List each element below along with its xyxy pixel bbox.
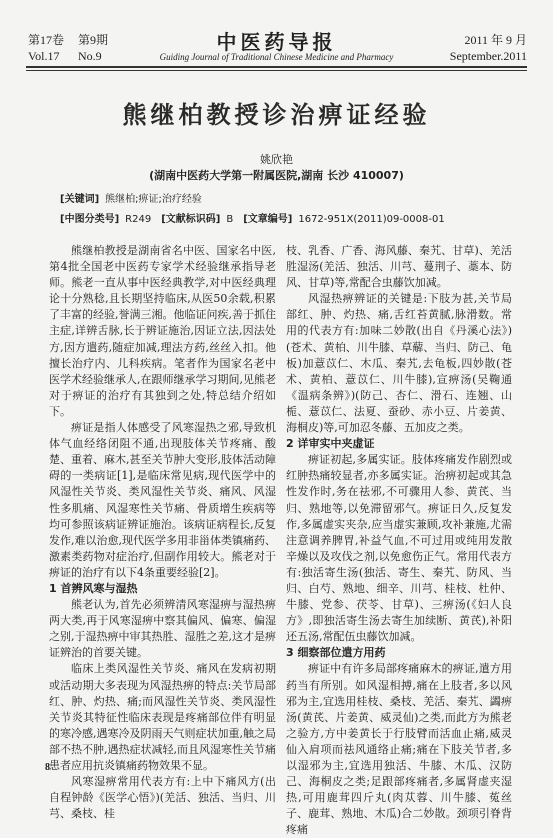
clc-label: [中图分类号] (60, 214, 120, 225)
section-heading: 3 细察部位遣方用药 (286, 646, 386, 660)
article-affiliation: (湖南中医药大学第一附属医院,湖南 长沙 410007) (149, 169, 404, 182)
body-paragraph: 枝、乳香、广香、海风藤、秦艽、甘草)、羌活胜湿汤(羌活、独活、川芎、蔓荆子、藁本、防风、甘草)等,常配合虫藤饮加减。 (286, 244, 512, 290)
header-date (450, 32, 527, 64)
page-number: 8 (45, 762, 50, 773)
clc-value: R249 (125, 214, 152, 225)
article-author: 姚欣艳 (260, 153, 293, 166)
no-cn: 第9期 (78, 33, 109, 47)
no-en: No.9 (78, 49, 102, 63)
body-paragraph: 痹证是指人体感受了风寒湿热之邪,导致机体气血经络闭阻不通,出现肢体关节疼痛、酸楚、重着、麻木,甚至关节肿大变形,肢体活动障碍的一类病证[1],是临床常见病,现代医学中的风湿性关节炎、类风湿性关节炎、痛风、风湿性多肌痛、风湿寒性关节痛、骨质增生疾病等均可参照该病证辨证施治。该病证病程长,反复发作,难以治愈,现代医学多用非甾体类镇痛药、激素类药物对症治疗,但副作用较大。熊老对于痹证的治疗有以下4条重要经验[2]。 (49, 421, 276, 579)
header-rule-thick (26, 66, 527, 68)
header-rule-thin (26, 70, 527, 71)
journal-title-en: Guiding Journal of Traditional Chinese Medicine and Pharmacy (159, 52, 394, 62)
journal-title-cn: 中医药导报 (216, 30, 337, 54)
vol-en: Vol.17 (28, 49, 60, 63)
body-paragraph: 痹证中有许多局部疼痛麻木的痹证,遣方用药当有所别。如风湿相搏,痛在上肢者,多以风邪为主,宜选用桂枝、桑枝、羌活、秦艽、蠲痹汤(黄芪、片姜黄、威灵仙)之类,而此方为熊老之验方,方中姜黄长于行肢臂而活血止痛,威灵仙入肩项而祛风通络止痛;痛在下肢关节者,多以湿邪为主,宜选用独活、牛膝、木瓜、汉防己、海桐皮之类;足跟部疼痛者,多属肾虚夹湿热,可用鹿茸四斤丸(肉苁蓉、川牛膝、菟丝子、鹿茸、熟地、木瓜)合二妙散。颈项引脊背疼痛 (286, 662, 512, 837)
keywords-line (60, 193, 500, 207)
date-cn: 2011 年 9 月 (464, 33, 527, 47)
article-id-label: [文章编号] (243, 214, 293, 225)
body-paragraph: 临床上类风湿性关节炎、痛风在发病初期或活动期大多表现为风湿热痹的特点:关节局部红、肿、灼热、痛;而风湿性关节炎、类风湿性关节炎其特征性临床表现是疼痛部位伴有明显的寒冷感,遇寒冷及阴雨天气则症状加重,触之局部不热不肿,遇热症状减轻,而且风湿寒性关节痛患者应用抗炎镇痛药物效果不显。 (49, 662, 276, 772)
body-paragraph: 熊老认为,首先必须辨清风寒湿痹与湿热痹两大类,再于风寒湿痹中察其偏风、偏寒、偏湿之别,于湿热痹中审其热胜、湿胜之差,这才是痹证辨治的首要关键。 (49, 598, 276, 660)
body-paragraph: 熊继柏教授是湖南省名中医、国家名中医,第4批全国老中医药专家学术经验继承指导老师。熊老一直从事中医经典教学,对中医经典理论十分熟稔,且长期坚持临床,从医50余载,积累了丰富的经验,誉满三湘。他临证问疾,善于抓住主症,详辨舌脉,长于辨证施治,因证立法,因法处方,因方遣药,随症加减,理法方药,丝丝入扣。他擅长治疗内、儿科疾病。笔者作为国家名老中医学术经验继承人,在跟师继承学习期间,见熊老对于痹证的治疗有其独到之处,特总结介绍如下。 (49, 244, 276, 418)
keywords: 熊继柏;痹证;治疗经验 (105, 194, 202, 205)
body-paragraph: 风寒湿痹常用代表方有:上中下痛风方(出自程钟龄《医学心悟》)(羌活、独活、当归、川芎、桑枝、桂 (49, 775, 276, 821)
article-title: 熊继柏教授诊治痹证经验 (122, 101, 431, 129)
section-heading: 1 首辨风寒与湿热 (49, 581, 138, 595)
article-id-value: 1672-951X(2011)09-0008-01 (298, 214, 445, 225)
body-paragraph: 痹证初起,多属实证。肢体疼痛发作剧烈或红肿热痛较显者,亦多属实证。治痹初起或其急性发作时,务在祛邪,不可骤用人参、黄芪、当归、熟地等,以免滞留邪气。痹证日久,反复发作,多属虚实夹杂,应当虚实兼顾,攻补兼施,尤需注意调养脾胃,补益气血,不可过用或纯用发散辛燥以及攻伐之剂,以免愈伤正气。常用代表方有:独活寄生汤(独活、寄生、秦艽、防风、当归、白芍、熟地、细辛、川芎、桂枝、杜仲、牛膝、党参、茯苓、甘草)、三痹汤(《妇人良方》,即独活寄生汤去寄生加续断、黄芪),补阳还五汤,常配伍虫藤饮加减。 (286, 453, 512, 644)
body-column-right (286, 243, 512, 838)
doc-code-label: [文献标识码] (161, 214, 221, 225)
date-en: September.2011 (449, 49, 527, 63)
doc-code-value: B (226, 214, 234, 225)
body-column-left (49, 243, 276, 822)
classification-line (60, 210, 445, 225)
issue-cn: 第17卷 (28, 33, 65, 47)
body-paragraph: 风湿热痹辨证的关键是:下肢为甚,关节局部红、肿、灼热、痛,舌红苔黄腻,脉滑数。常用的代表方有:加味二妙散(出自《丹溪心法》)(苍术、黄柏、川牛膝、草薢、当归、防己、龟板)加薏苡仁、木瓜、秦艽,去龟板,四妙散(苍术、黄柏、薏苡仁、川牛膝),宣痹汤(吴鞠通《温病条辨》)(防己、杏仁、滑石、连翘、山栀、薏苡仁、法夏、蚕砂、赤小豆、片姜黄、海桐皮)等,可加忍冬藤、五加皮之类。 (286, 292, 512, 435)
section-heading: 2 详审实中夹虚证 (286, 437, 375, 451)
keywords-label: [关键词] (60, 194, 100, 205)
